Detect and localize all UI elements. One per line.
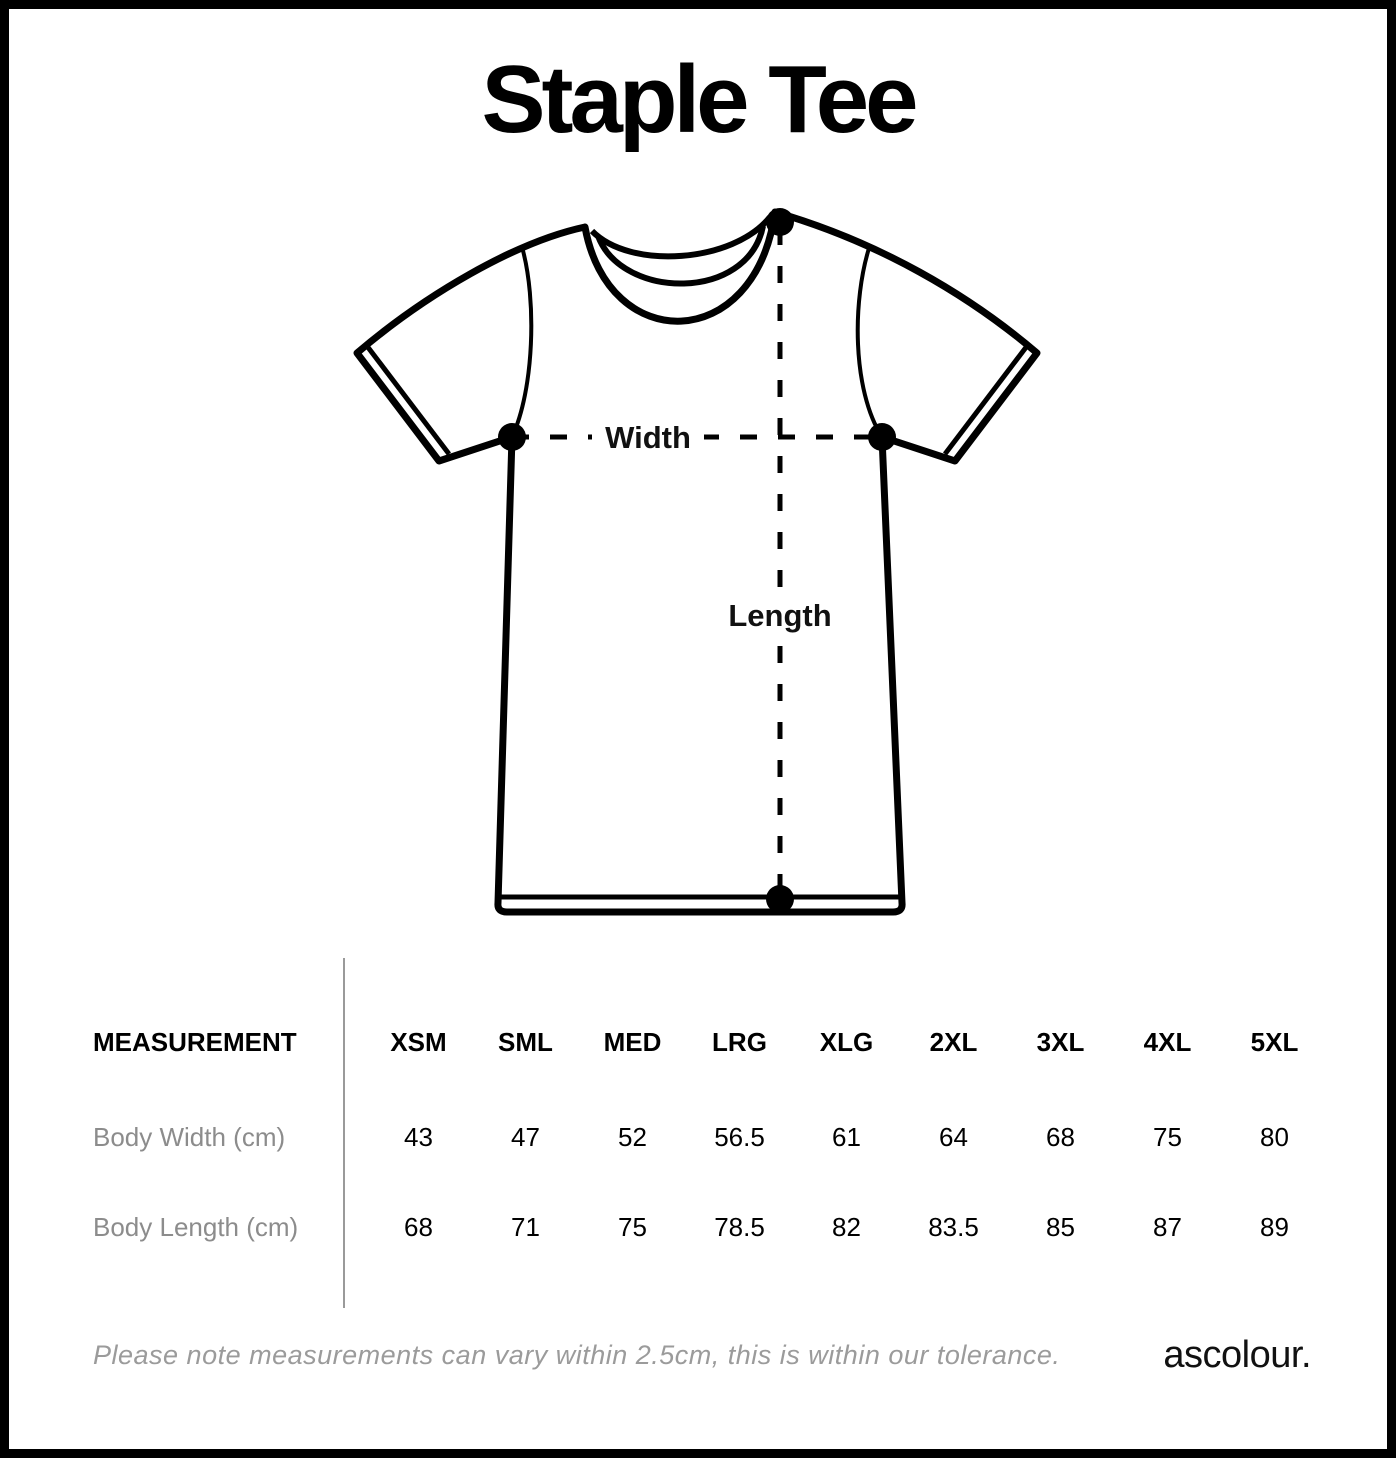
footer xyxy=(93,1331,1311,1379)
page-title: Staple Tee xyxy=(481,46,915,153)
body-width-value-2xl: 64 xyxy=(939,1121,968,1152)
size-table xyxy=(9,990,1387,1274)
body-width-value-xlg: 61 xyxy=(832,1121,861,1152)
body-length-value-2xl: 83.5 xyxy=(928,1211,979,1242)
table-row-body-length xyxy=(9,1180,1387,1274)
body-length-value-xlg: 82 xyxy=(832,1211,861,1242)
body-length-value-lrg: 78.5 xyxy=(714,1211,765,1242)
size-header-3xl: 3XL xyxy=(1036,1026,1085,1057)
body-length-value-sml: 71 xyxy=(511,1211,540,1242)
table-header-row xyxy=(9,990,1387,1094)
shoulder-point-dot xyxy=(766,208,794,236)
body-width-value-xsm: 43 xyxy=(404,1121,433,1152)
body-width-value-3xl: 68 xyxy=(1046,1121,1075,1152)
left-underarm-dot xyxy=(498,423,526,451)
body-width-value-sml: 47 xyxy=(511,1121,540,1152)
row-label-body-width: Body Width (cm) xyxy=(93,1121,286,1152)
size-header-2xl: 2XL xyxy=(929,1026,978,1057)
body-length-value-4xl: 87 xyxy=(1153,1211,1182,1242)
hem-point-dot xyxy=(766,885,794,913)
length-label: Length xyxy=(728,598,832,633)
body-length-value-3xl: 85 xyxy=(1046,1211,1075,1242)
body-length-value-5xl: 89 xyxy=(1260,1211,1289,1242)
body-length-value-med: 75 xyxy=(618,1211,647,1242)
body-length-value-xsm: 68 xyxy=(404,1211,433,1242)
body-width-value-4xl: 75 xyxy=(1153,1121,1182,1152)
size-header-xsm: XSM xyxy=(390,1026,447,1057)
size-header-xlg: XLG xyxy=(819,1026,874,1057)
tshirt-outline xyxy=(357,212,1037,912)
body-width-value-lrg: 56.5 xyxy=(714,1121,765,1152)
size-header-4xl: 4XL xyxy=(1143,1026,1192,1057)
right-underarm-dot xyxy=(868,423,896,451)
size-header-5xl: 5XL xyxy=(1250,1026,1299,1057)
row-label-body-length: Body Length (cm) xyxy=(93,1211,299,1242)
size-header-med: MED xyxy=(603,1026,662,1057)
brand-logo: ascolour. xyxy=(1163,1333,1311,1376)
table-row-body-width xyxy=(9,1094,1387,1180)
tolerance-note: Please note measurements can vary within 2.5cm, this is within our tolerance. xyxy=(93,1339,1061,1370)
collar-backneck-line xyxy=(592,217,770,256)
body-width-value-med: 52 xyxy=(618,1121,647,1152)
measurement-column-header: MEASUREMENT xyxy=(93,1026,297,1057)
size-header-sml: SML xyxy=(498,1026,553,1057)
width-label: Width xyxy=(605,420,691,455)
size-header-lrg: LRG xyxy=(712,1026,767,1057)
tshirt-diagram xyxy=(330,190,1080,935)
body-width-value-5xl: 80 xyxy=(1260,1121,1289,1152)
